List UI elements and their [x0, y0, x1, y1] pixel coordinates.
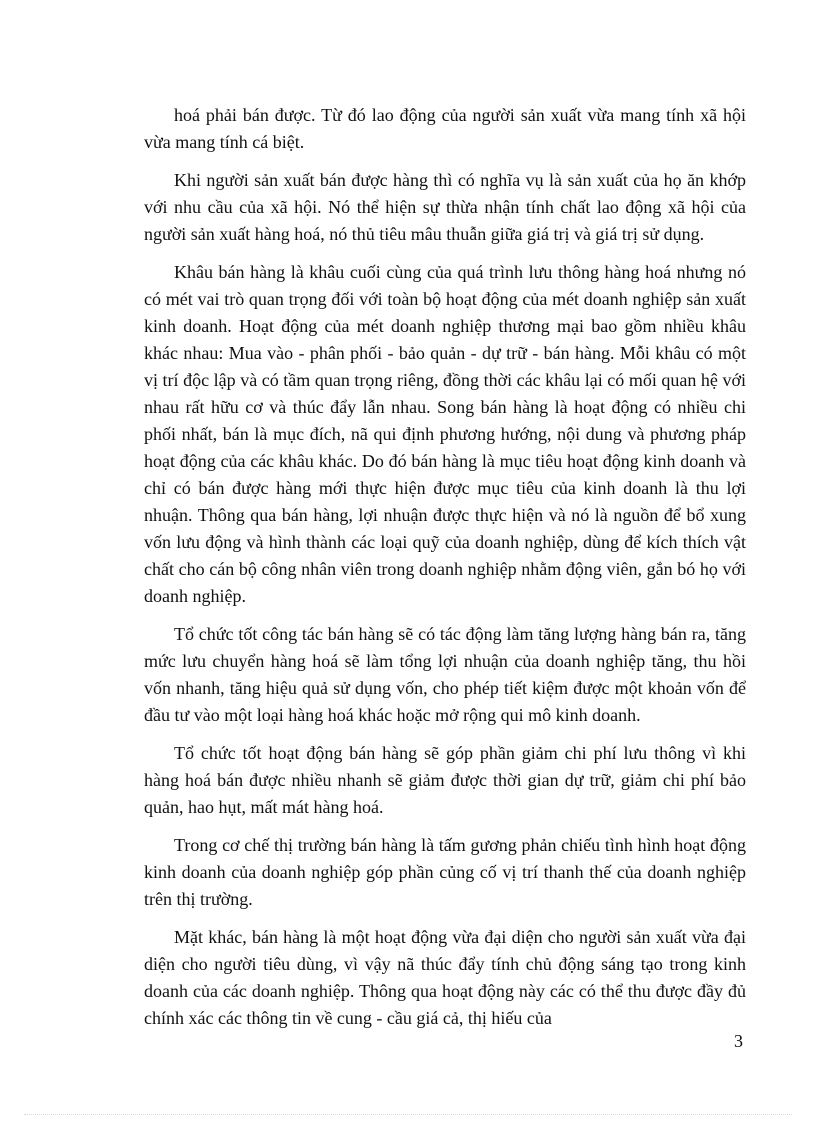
paragraph-5: Tổ chức tốt hoạt động bán hàng sẽ góp phần giảm chi phí lưu thông vì khi hàng hoá bán được nhiều nhanh sẽ giảm được thời gian dự trữ, giảm chi phí bảo quản, hao hụt, mất mát hàng hoá.	[144, 743, 746, 817]
paragraph-2: Khi người sản xuất bán được hàng thì có nghĩa vụ là sản xuất của họ ăn khớp với nhu cầu của xã hội. Nó thể hiện sự thừa nhận tính chất lao động xã hội của người sản xuất hàng hoá, nó thủ tiêu mâu thuẫn giữa giá trị và giá trị sử dụng.	[144, 170, 746, 244]
footer-divider	[24, 1114, 792, 1115]
paragraph-1: hoá phải bán được. Từ đó lao động của người sản xuất vừa mang tính xã hội vừa mang tính cá biệt.	[144, 105, 746, 152]
page-number: 3	[734, 1031, 743, 1051]
page-body	[144, 102, 746, 1043]
paragraph-4: Tổ chức tốt công tác bán hàng sẽ có tác động làm tăng lượng hàng bán ra, tăng mức lưu chuyển hàng hoá sẽ làm tổng lợi nhuận của doanh nghiệp tăng, thu hồi vốn nhanh, tăng hiệu quả sử dụng vốn, cho phép tiết kiệm được một khoản vốn để đầu tư vào một loại hàng hoá khác hoặc mở rộng qui mô kinh doanh.	[144, 624, 746, 725]
paragraph-3: Khâu bán hàng là khâu cuối cùng của quá trình lưu thông hàng hoá nhưng nó có mét vai trò quan trọng đối với toàn bộ hoạt động của mét doanh nghiệp sản xuất kinh doanh. Hoạt động của mét doanh nghiệp thương mại bao gồm nhiều khâu khác nhau: Mua vào - phân phối - bảo quản - dự trữ - bán hàng. Mỗi khâu có một vị trí độc lập và có tầm quan trọng riêng, đồng thời các khâu lại có mối quan hệ với nhau rất hữu cơ và thúc đẩy lẫn nhau. Song bán hàng là hoạt động có nhiều chi phối nhất, bán là mục đích, nã qui định phương hướng, nội dung và phương pháp hoạt động của các khâu khác. Do đó bán hàng là mục tiêu hoạt động kinh doanh và chỉ có bán được hàng mới thực hiện được mục tiêu của kinh doanh là thu lợi nhuận. Thông qua bán hàng, lợi nhuận được thực hiện và nó là nguồn để bổ xung vốn lưu động và hình thành các loại quỹ của doanh nghiệp, dùng để kích thích vật chất cho cán bộ công nhân viên trong doanh nghiệp nhằm động viên, gắn bó họ với doanh nghiệp.	[144, 262, 746, 606]
paragraph-7: Mặt khác, bán hàng là một hoạt động vừa đại diện cho người sản xuất vừa đại diện cho người tiêu dùng, vì vậy nã thúc đẩy tính chủ động sáng tạo trong kinh doanh của các doanh nghiệp. Thông qua hoạt động này các có thể thu được đầy đủ chính xác các thông tin về cung - cầu giá cả, thị hiếu của	[144, 927, 746, 1028]
paragraph-6: Trong cơ chế thị trường bán hàng là tấm gương phản chiếu tình hình hoạt động kinh doanh của doanh nghiệp góp phần củng cố vị trí thanh thế của doanh nghiệp trên thị trường.	[144, 835, 746, 909]
